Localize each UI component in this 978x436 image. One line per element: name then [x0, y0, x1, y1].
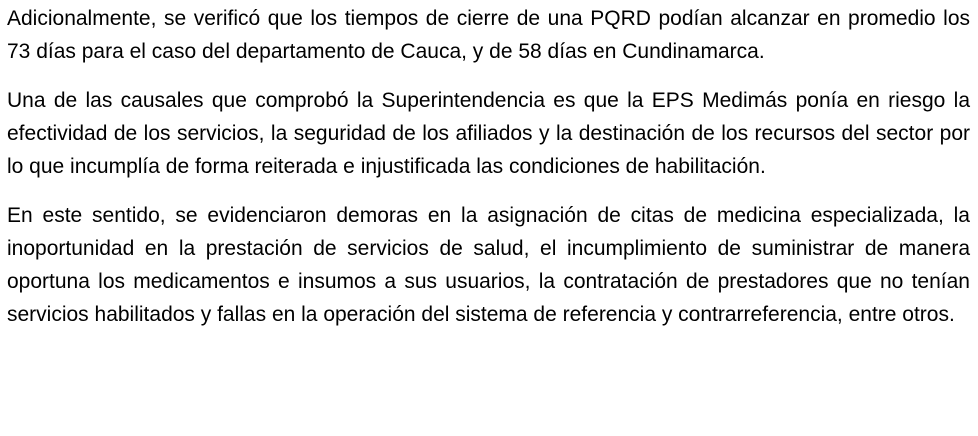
paragraph-pqrd-closure-times: Adicionalmente, se verificó que los tiempos de cierre de una PQRD podían alcanzar en promedio los 73 días para el caso del departamento de Cauca, y de 58 días en Cundinamarca. [7, 7, 970, 63]
paragraph-superintendencia-causal: Una de las causales que comprobó la Superintendencia es que la EPS Medimás ponía en riesgo la efectividad de los servicios, la seguridad de los afiliados y la destinación de los recursos del sector por lo que incumplía de forma reiterada e injustificada las condiciones de habilitación. [7, 89, 970, 178]
paragraph-evidenced-delays: En este sentido, se evidenciaron demoras en la asignación de citas de medicina especializada, la inoportunidad en la prestación de servicios de salud, el incumplimiento de suministrar de manera oportuna los medicamentos e insumos a sus usuarios, la contratación de prestadores que no tenían servicios habilitados y fallas en la operación del sistema de referencia y contrarreferencia, entre otros. [7, 204, 970, 326]
